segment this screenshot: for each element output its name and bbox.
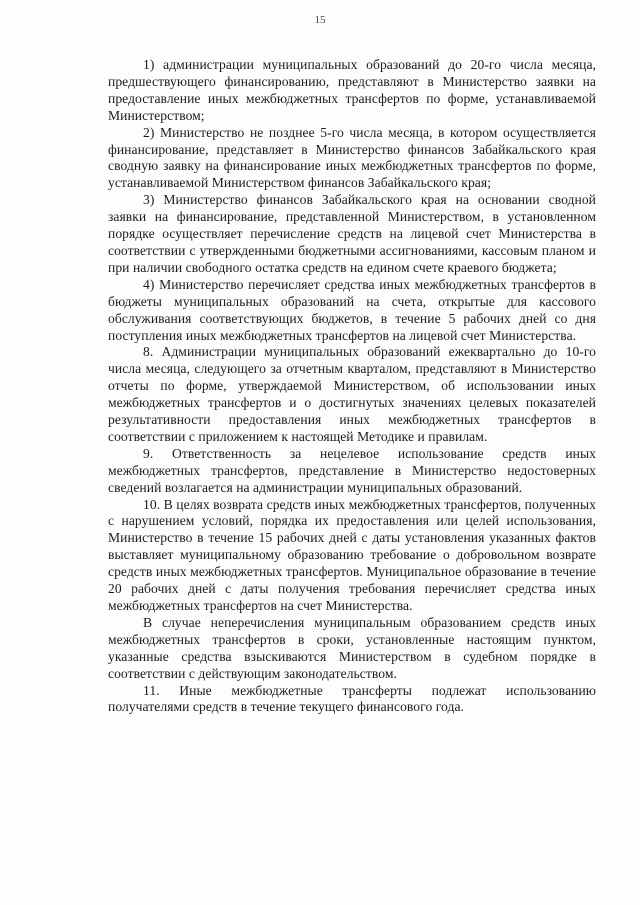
paragraph-item-10-refund: 10. В целях возврата средств иных межбюджетных трансфертов, полученных с нарушением условий, порядка их предоставления или целей использования, Министерство в течение 15 рабочих дней с даты установления указанных фактов выставляет муниципальному образованию требование о добровольном возврате средств иных межбюджетных трансфертов. Муниципальное образование в течение 20 рабочих дней с даты получения требования перечисляет средства иных межбюджетных трансфертов на счет Министерства. <box>108 496 596 613</box>
paragraph-item-11-usage-period: 11. Иные межбюджетные трансферты подлежат использованию получателями средств в течение текущего финансового года. <box>108 682 596 715</box>
document-body <box>108 57 596 716</box>
paragraph-item-9-responsibility: 9. Ответственность за нецелевое использование средств иных межбюджетных трансфертов, представление в Министерство недостоверных сведений возлагается на администрации муниципальных образований. <box>108 445 596 495</box>
paragraph-item-8-quarterly-reports: 8. Администрации муниципальных образований ежеквартально до 10-го числа месяца, следующего за отчетным кварталом, представляют в Министерство отчеты по форме, утверждаемой Министерством, об использовании иных межбюджетных трансфертов и о достигнутых значениях целевых показателей результативности предоставления иных межбюджетных трансфертов в соответствии с приложением к настоящей Методике и правилам. <box>108 344 596 444</box>
paragraph-1-administrations-requests: 1) администрации муниципальных образований до 20-го числа месяца, предшествующего финансированию, представляют в Министерство заявки на предоставление иных межбюджетных трансфертов по форме, устанавливаемой Министерством; <box>108 57 596 123</box>
paragraph-2-ministry-summary-request: 2) Министерство не позднее 5-го числа месяца, в котором осуществляется финансирование, представляет в Министерство финансов Забайкальского края сводную заявку на финансирование иных межбюджетных трансфертов по форме, устанавливаемой Министерством финансов Забайкальского края; <box>108 124 596 191</box>
page-number: 15 <box>314 14 326 26</box>
paragraph-4-ministry-transfers-funds: 4) Министерство перечисляет средства иных межбюджетных трансфертов в бюджеты муниципальных образований на счета, открытые для кассового обслуживания соответствующих бюджетов, в течение 5 рабочих дней со дня поступления иных межбюджетных трансфертов на лицевой счет Министерства. <box>108 276 596 343</box>
paragraph-item-10-court-recovery: В случае неперечисления муниципальным образованием средств иных межбюджетных трансфертов в сроки, установленные настоящим пунктом, указанные средства взыскиваются Министерством в судебном порядке в соответствии с действующим законодательством. <box>108 614 596 681</box>
paragraph-3-finance-ministry-transfer: 3) Министерство финансов Забайкальского края на основании сводной заявки на финансирование, представленной Министерством, в установленном порядке осуществляет перечисление средств на лицевой счет Министерства в соответствии с утвержденными бюджетными ассигнованиями, кассовым планом и при наличии свободного остатка средств на едином счете краевого бюджета; <box>108 192 596 275</box>
